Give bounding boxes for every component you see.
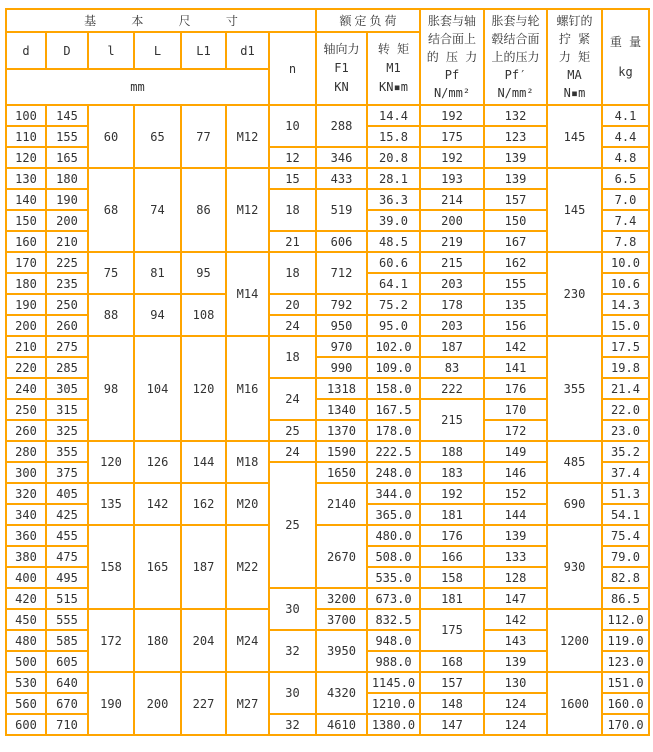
table-cell: 157 <box>484 189 547 210</box>
table-cell: 365.0 <box>367 504 420 525</box>
table-cell: 10.0 <box>602 252 649 273</box>
table-cell: 710 <box>46 714 88 735</box>
table-cell: 7.0 <box>602 189 649 210</box>
table-cell: 20.8 <box>367 147 420 168</box>
table-cell: 480.0 <box>367 525 420 546</box>
table-cell: 14.3 <box>602 294 649 315</box>
table-cell: 248.0 <box>367 462 420 483</box>
table-cell: 158 <box>420 567 484 588</box>
table-cell: 176 <box>420 525 484 546</box>
table-cell: 141 <box>484 357 547 378</box>
table-cell: 102.0 <box>367 336 420 357</box>
table-cell: 139 <box>484 651 547 672</box>
table-cell: 4.4 <box>602 126 649 147</box>
table-cell: 4610 <box>316 714 367 735</box>
header-screw-tightening-torque: 螺钉的 拧 紧 力 矩 MA N▪m <box>547 9 602 105</box>
table-cell: 690 <box>547 483 602 525</box>
table-cell: 530 <box>6 672 46 693</box>
table-cell: 156 <box>484 315 547 336</box>
table-cell: 970 <box>316 336 367 357</box>
table-cell: 555 <box>46 609 88 630</box>
header-axial-force: 轴向力 F1 KN <box>316 32 367 105</box>
table-cell: 192 <box>420 105 484 126</box>
table-cell: 203 <box>420 273 484 294</box>
table-cell: 135 <box>88 483 134 525</box>
table-cell: 930 <box>547 525 602 609</box>
table-cell: 168 <box>420 651 484 672</box>
table-cell: M12 <box>226 105 269 168</box>
table-cell: 181 <box>420 588 484 609</box>
table-cell: 1600 <box>547 672 602 735</box>
table-cell: 1210.0 <box>367 693 420 714</box>
table-cell: 146 <box>484 462 547 483</box>
table-cell: 21.4 <box>602 378 649 399</box>
table-cell: 64.1 <box>367 273 420 294</box>
table-cell: 10.6 <box>602 273 649 294</box>
table-cell: 988.0 <box>367 651 420 672</box>
header-col-d1: d1 <box>226 32 269 69</box>
table-cell: 135 <box>484 294 547 315</box>
table-cell: 605 <box>46 651 88 672</box>
table-row <box>6 441 649 462</box>
table-cell: 119.0 <box>602 630 649 651</box>
table-cell: 1380.0 <box>367 714 420 735</box>
table-cell: 200 <box>420 210 484 231</box>
header-unit-mm: mm <box>6 69 269 105</box>
table-cell: 187 <box>420 336 484 357</box>
table-cell: 219 <box>420 231 484 252</box>
table-row <box>6 252 649 273</box>
table-cell: 75.2 <box>367 294 420 315</box>
table-cell: M18 <box>226 441 269 483</box>
table-cell: 139 <box>484 147 547 168</box>
table-cell: 130 <box>484 672 547 693</box>
table-cell: 148 <box>420 693 484 714</box>
table-cell: 3200 <box>316 588 367 609</box>
table-cell: 190 <box>6 294 46 315</box>
table-cell: 147 <box>484 588 547 609</box>
table-cell: 585 <box>46 630 88 651</box>
table-cell: 990 <box>316 357 367 378</box>
table-cell: 133 <box>484 546 547 567</box>
table-cell: 166 <box>420 546 484 567</box>
table-cell: 215 <box>420 252 484 273</box>
table-cell: 18 <box>269 252 316 294</box>
table-cell: 120 <box>6 147 46 168</box>
header-col-L: L <box>134 32 181 69</box>
header-weight: 重 量 kg <box>602 9 649 105</box>
table-cell: 65 <box>134 105 181 168</box>
table-cell: 32 <box>269 630 316 672</box>
table-cell: 210 <box>6 336 46 357</box>
table-cell: 712 <box>316 252 367 294</box>
table-cell: 222.5 <box>367 441 420 462</box>
header-col-l: l <box>88 32 134 69</box>
table-cell: 14.4 <box>367 105 420 126</box>
table-cell: 375 <box>46 462 88 483</box>
table-cell: 60 <box>88 105 134 168</box>
table-cell: 180 <box>46 168 88 189</box>
table-cell: 82.8 <box>602 567 649 588</box>
table-cell: 260 <box>46 315 88 336</box>
table-cell: 485 <box>547 441 602 483</box>
table-cell: 143 <box>484 630 547 651</box>
table-header <box>6 9 649 105</box>
table-cell: 355 <box>547 336 602 441</box>
table-cell: 130 <box>6 168 46 189</box>
table-cell: 285 <box>46 357 88 378</box>
table-cell: 222 <box>420 378 484 399</box>
table-cell: 126 <box>134 441 181 483</box>
table-row <box>6 525 649 546</box>
table-cell: 288 <box>316 105 367 147</box>
header-shaft-contact-pressure: 胀套与轴 结合面上 的 压 力 Pf N/mm² <box>420 9 484 105</box>
table-row <box>6 483 649 504</box>
table-cell: 165 <box>46 147 88 168</box>
table-cell: 158 <box>88 525 134 609</box>
table-cell: 162 <box>181 483 226 525</box>
table-cell: 1370 <box>316 420 367 441</box>
table-cell: 95.0 <box>367 315 420 336</box>
table-cell: 37.4 <box>602 462 649 483</box>
table-cell: 25 <box>269 420 316 441</box>
table-cell: 23.0 <box>602 420 649 441</box>
table-cell: 2670 <box>316 525 367 588</box>
table-cell: 405 <box>46 483 88 504</box>
table-cell: 21 <box>269 231 316 252</box>
table-cell: 2140 <box>316 483 367 525</box>
table-cell: M14 <box>226 252 269 336</box>
table-cell: 260 <box>6 420 46 441</box>
table-cell: 124 <box>484 693 547 714</box>
table-cell: 81 <box>134 252 181 294</box>
table-cell: 165 <box>134 525 181 609</box>
table-cell: 519 <box>316 189 367 231</box>
table-cell: 275 <box>46 336 88 357</box>
table-cell: 1200 <box>547 609 602 672</box>
table-cell: 948.0 <box>367 630 420 651</box>
table-cell: 144 <box>181 441 226 483</box>
table-cell: 12 <box>269 147 316 168</box>
table-cell: 176 <box>484 378 547 399</box>
table-cell: 535.0 <box>367 567 420 588</box>
table-cell: 150 <box>484 210 547 231</box>
table-cell: 4320 <box>316 672 367 714</box>
table-cell: 144 <box>484 504 547 525</box>
table-cell: 225 <box>46 252 88 273</box>
table-cell: 230 <box>547 252 602 336</box>
table-cell: M16 <box>226 336 269 441</box>
table-cell: 325 <box>46 420 88 441</box>
table-cell: 6.5 <box>602 168 649 189</box>
table-cell: 100 <box>6 105 46 126</box>
header-rated-load: 额定负荷 <box>316 9 420 32</box>
table-cell: 15 <box>269 168 316 189</box>
table-cell: 112.0 <box>602 609 649 630</box>
table-cell: 140 <box>6 189 46 210</box>
table-cell: 1318 <box>316 378 367 399</box>
table-cell: 151.0 <box>602 672 649 693</box>
table-cell: 400 <box>6 567 46 588</box>
table-cell: 250 <box>46 294 88 315</box>
table-cell: 240 <box>6 378 46 399</box>
table-cell: 145 <box>547 105 602 168</box>
table-cell: 162 <box>484 252 547 273</box>
table-cell: 340 <box>6 504 46 525</box>
table-cell: 17.5 <box>602 336 649 357</box>
table-cell: M24 <box>226 609 269 672</box>
table-cell: 86 <box>181 168 226 252</box>
table-cell: 142 <box>484 609 547 630</box>
table-cell: 175 <box>420 609 484 651</box>
table-cell: 832.5 <box>367 609 420 630</box>
table-cell: 155 <box>484 273 547 294</box>
table-cell: 128 <box>484 567 547 588</box>
table-cell: 190 <box>88 672 134 735</box>
table-cell: M12 <box>226 168 269 252</box>
table-cell: 183 <box>420 462 484 483</box>
table-cell: 36.3 <box>367 189 420 210</box>
table-cell: 178.0 <box>367 420 420 441</box>
header-basic-dimensions: 基 本 尺 寸 <box>6 9 316 32</box>
table-cell: 214 <box>420 189 484 210</box>
table-cell: 175 <box>420 126 484 147</box>
table-cell: 160.0 <box>602 693 649 714</box>
table-cell: 7.8 <box>602 231 649 252</box>
header-torque: 转 矩 M1 KN▪m <box>367 32 420 105</box>
table-cell: 181 <box>420 504 484 525</box>
table-cell: 670 <box>46 693 88 714</box>
table-cell: 425 <box>46 504 88 525</box>
table-cell: 344.0 <box>367 483 420 504</box>
table-row <box>6 672 649 693</box>
table-cell: 346 <box>316 147 367 168</box>
table-cell: 123.0 <box>602 651 649 672</box>
table-cell: 180 <box>6 273 46 294</box>
table-cell: 500 <box>6 651 46 672</box>
table-cell: 560 <box>6 693 46 714</box>
table-cell: 54.1 <box>602 504 649 525</box>
table-cell: 25 <box>269 462 316 588</box>
spec-table <box>5 8 650 736</box>
table-cell: 75 <box>88 252 134 294</box>
table-cell: 950 <box>316 315 367 336</box>
table-cell: 51.3 <box>602 483 649 504</box>
table-row <box>6 9 649 32</box>
table-cell: 204 <box>181 609 226 672</box>
table-cell: 167 <box>484 231 547 252</box>
table-cell: 157 <box>420 672 484 693</box>
table-cell: 187 <box>181 525 226 609</box>
table-cell: 7.4 <box>602 210 649 231</box>
table-cell: 124 <box>484 714 547 735</box>
header-col-L1: L1 <box>181 32 226 69</box>
table-cell: 15.0 <box>602 315 649 336</box>
table-cell: 109.0 <box>367 357 420 378</box>
table-cell: 108 <box>181 294 226 336</box>
table-cell: 152 <box>484 483 547 504</box>
table-cell: 79.0 <box>602 546 649 567</box>
table-cell: 48.5 <box>367 231 420 252</box>
table-cell: 606 <box>316 231 367 252</box>
table-cell: 450 <box>6 609 46 630</box>
table-cell: 86.5 <box>602 588 649 609</box>
table-cell: 515 <box>46 588 88 609</box>
table-cell: 250 <box>6 399 46 420</box>
table-cell: 3700 <box>316 609 367 630</box>
table-cell: 15.8 <box>367 126 420 147</box>
table-cell: 142 <box>134 483 181 525</box>
table-cell: 355 <box>46 441 88 462</box>
table-cell: 120 <box>88 441 134 483</box>
table-cell: 1590 <box>316 441 367 462</box>
table-cell: 480 <box>6 630 46 651</box>
table-cell: 508.0 <box>367 546 420 567</box>
table-body <box>6 105 649 735</box>
table-cell: 77 <box>181 105 226 168</box>
table-cell: 24 <box>269 378 316 420</box>
table-row <box>6 168 649 189</box>
table-cell: 190 <box>46 189 88 210</box>
table-cell: 120 <box>181 336 226 441</box>
table-cell: 167.5 <box>367 399 420 420</box>
table-cell: 1145.0 <box>367 672 420 693</box>
table-cell: 104 <box>134 336 181 441</box>
table-cell: 83 <box>420 357 484 378</box>
table-cell: 455 <box>46 525 88 546</box>
table-row <box>6 609 649 630</box>
table-cell: 192 <box>420 483 484 504</box>
table-cell: 792 <box>316 294 367 315</box>
table-cell: 300 <box>6 462 46 483</box>
table-cell: 18 <box>269 336 316 378</box>
table-cell: 18 <box>269 189 316 231</box>
table-cell: 139 <box>484 168 547 189</box>
table-cell: 30 <box>269 672 316 714</box>
table-cell: 68 <box>88 168 134 252</box>
table-cell: 155 <box>46 126 88 147</box>
table-cell: 495 <box>46 567 88 588</box>
table-cell: M27 <box>226 672 269 735</box>
table-row <box>6 336 649 357</box>
table-cell: 188 <box>420 441 484 462</box>
table-cell: 3950 <box>316 630 367 672</box>
table-cell: 380 <box>6 546 46 567</box>
table-cell: 132 <box>484 105 547 126</box>
table-cell: 170 <box>6 252 46 273</box>
header-col-n: n <box>269 32 316 105</box>
table-cell: 110 <box>6 126 46 147</box>
table-cell: 22.0 <box>602 399 649 420</box>
table-cell: 149 <box>484 441 547 462</box>
table-cell: 145 <box>547 168 602 252</box>
table-cell: 193 <box>420 168 484 189</box>
table-cell: 95 <box>181 252 226 294</box>
table-cell: 235 <box>46 273 88 294</box>
table-cell: 32 <box>269 714 316 735</box>
table-cell: 123 <box>484 126 547 147</box>
table-cell: 24 <box>269 315 316 336</box>
table-cell: 88 <box>88 294 134 336</box>
table-cell: 192 <box>420 147 484 168</box>
table-cell: 673.0 <box>367 588 420 609</box>
table-cell: 433 <box>316 168 367 189</box>
table-cell: 1340 <box>316 399 367 420</box>
table-cell: 158.0 <box>367 378 420 399</box>
table-cell: 60.6 <box>367 252 420 273</box>
table-cell: 20 <box>269 294 316 315</box>
table-cell: 10 <box>269 105 316 147</box>
table-cell: 19.8 <box>602 357 649 378</box>
table-cell: 315 <box>46 399 88 420</box>
table-row <box>6 105 649 126</box>
table-cell: 640 <box>46 672 88 693</box>
table-cell: 4.1 <box>602 105 649 126</box>
table-cell: 145 <box>46 105 88 126</box>
table-cell: M22 <box>226 525 269 609</box>
table-cell: 94 <box>134 294 181 336</box>
table-cell: M20 <box>226 483 269 525</box>
table-cell: 203 <box>420 315 484 336</box>
table-cell: 178 <box>420 294 484 315</box>
table-cell: 305 <box>46 378 88 399</box>
table-cell: 30 <box>269 588 316 630</box>
table-cell: 170.0 <box>602 714 649 735</box>
table-cell: 200 <box>134 672 181 735</box>
table-cell: 35.2 <box>602 441 649 462</box>
header-col-d: d <box>6 32 46 69</box>
table-cell: 172 <box>88 609 134 672</box>
table-cell: 280 <box>6 441 46 462</box>
table-cell: 150 <box>6 210 46 231</box>
table-cell: 475 <box>46 546 88 567</box>
table-cell: 172 <box>484 420 547 441</box>
table-cell: 139 <box>484 525 547 546</box>
table-cell: 98 <box>88 336 134 441</box>
table-cell: 170 <box>484 399 547 420</box>
table-cell: 1650 <box>316 462 367 483</box>
table-cell: 160 <box>6 231 46 252</box>
table-cell: 24 <box>269 441 316 462</box>
table-cell: 180 <box>134 609 181 672</box>
table-cell: 75.4 <box>602 525 649 546</box>
table-cell: 420 <box>6 588 46 609</box>
table-cell: 39.0 <box>367 210 420 231</box>
table-cell: 4.8 <box>602 147 649 168</box>
table-cell: 227 <box>181 672 226 735</box>
table-cell: 600 <box>6 714 46 735</box>
table-cell: 200 <box>6 315 46 336</box>
table-cell: 200 <box>46 210 88 231</box>
table-cell: 74 <box>134 168 181 252</box>
header-col-D: D <box>46 32 88 69</box>
table-cell: 147 <box>420 714 484 735</box>
header-hub-contact-pressure: 胀套与轮 毂结合面 上的压力 Pf′ N/mm² <box>484 9 547 105</box>
table-cell: 220 <box>6 357 46 378</box>
table-cell: 142 <box>484 336 547 357</box>
table-cell: 210 <box>46 231 88 252</box>
table-cell: 28.1 <box>367 168 420 189</box>
table-cell: 320 <box>6 483 46 504</box>
table-cell: 215 <box>420 399 484 441</box>
table-cell: 360 <box>6 525 46 546</box>
